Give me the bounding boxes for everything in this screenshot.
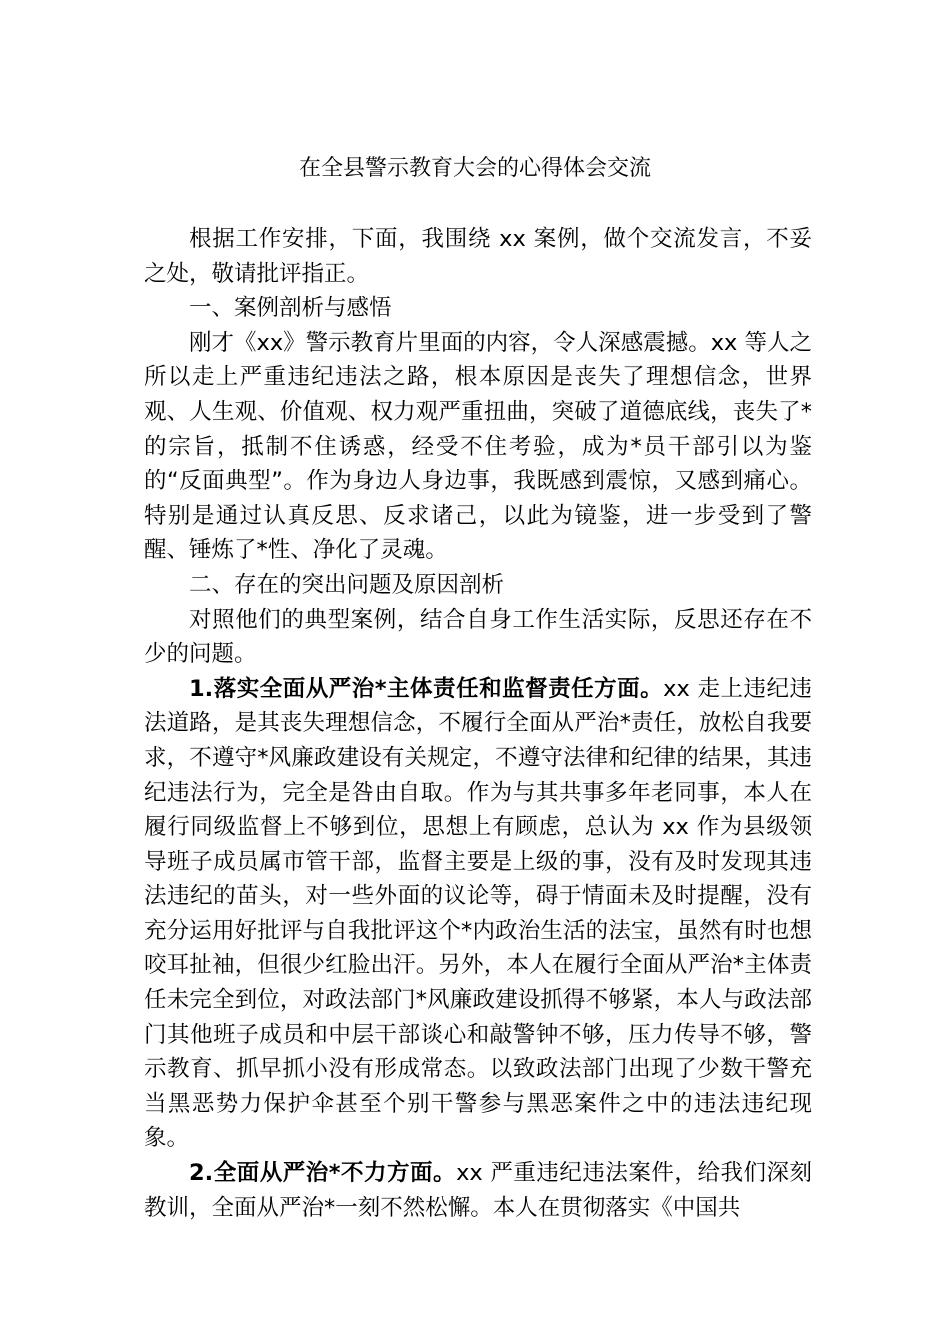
section-heading-2: [144, 568, 812, 603]
paragraph-text: xx 严重违纪违法案件，给我们深刻教训，全面从严治*一刻不然松懈。本人在贯彻落实《中国共: [144, 1160, 812, 1221]
paragraph-text: 刚才《xx》警示教育片里面的内容，令人深感震撼。xx 等人之所以走上严重违纪违法之路，根本原因是丧失了理想信念，世界观、人生观、价值观、权力观严重扭曲，突破了道德底线，丧失了*的宗旨，抵制不住诱惑，经受不住考验，成为*员干部引以为鉴的“反面典型”。作为身边人身边事，我既感到震惊，又感到痛心。特别是通过认真反思、反求诸己，以此为镜鉴，进一步受到了警醒、锤炼了*性、净化了灵魂。: [144, 329, 812, 564]
paragraph-text: 二、存在的突出问题及原因剖析: [189, 571, 505, 598]
document-body: [144, 222, 812, 1225]
paragraph-point-1: [144, 672, 812, 1156]
paragraph-text: xx 走上违纪违法道路，是其丧失理想信念，不履行全面从严治*责任，放松自我要求，不遵守*风廉政建设有关规定，不遵守法律和纪律的结果，其违纪违法行为，完全是咎由自取。作为与其共事多年老同事，本人在履行同级监督上不够到位，思想上有顾虑，总认为 xx 作为县级领导班子成员属市管干部，监督主要是上级的事，没有及时发现其违法违纪的苗头，对一些外面的议论等，碍于情面未及时提醒，没有充分运用好批评与自我批评这个*内政治生活的法宝，虽然有时也想咬耳扯袖，但很少红脸出汗。另外，本人在履行全面从严治*主体责任未完全到位，对政法部门*风廉政建设抓得不够紧，本人与政法部门其他班子成员和中层干部谈心和敲警钟不够，压力传导不够，警示教育、抓早抓小没有形成常态。以致政法部门出现了少数干警充当黑恶势力保护伞甚至个别干警参与黑恶案件之中的违法违纪现象。: [144, 675, 812, 1152]
paragraph-text: 对照他们的典型案例，结合自身工作生活实际，反思还存在不少的问题。: [144, 606, 812, 668]
section-heading-1: [144, 291, 812, 326]
paragraph-problems-intro: [144, 603, 812, 672]
paragraph-lead: 2.全面从严治*不力方面。: [189, 1160, 457, 1187]
paragraph-lead: 1.落实全面从严治*主体责任和监督责任方面。: [189, 675, 664, 702]
paragraph-case-analysis: [144, 326, 812, 568]
paragraph-text: 根据工作安排，下面，我围绕 xx 案例，做个交流发言，不妥之处，敬请批评指正。: [144, 226, 812, 287]
paragraph-text: 一、案例剖析与感悟: [189, 295, 392, 322]
document-title: 在全县警示教育大会的心得体会交流: [298, 156, 651, 181]
paragraph-point-2: [144, 1156, 812, 1225]
paragraph-intro: [144, 222, 812, 291]
